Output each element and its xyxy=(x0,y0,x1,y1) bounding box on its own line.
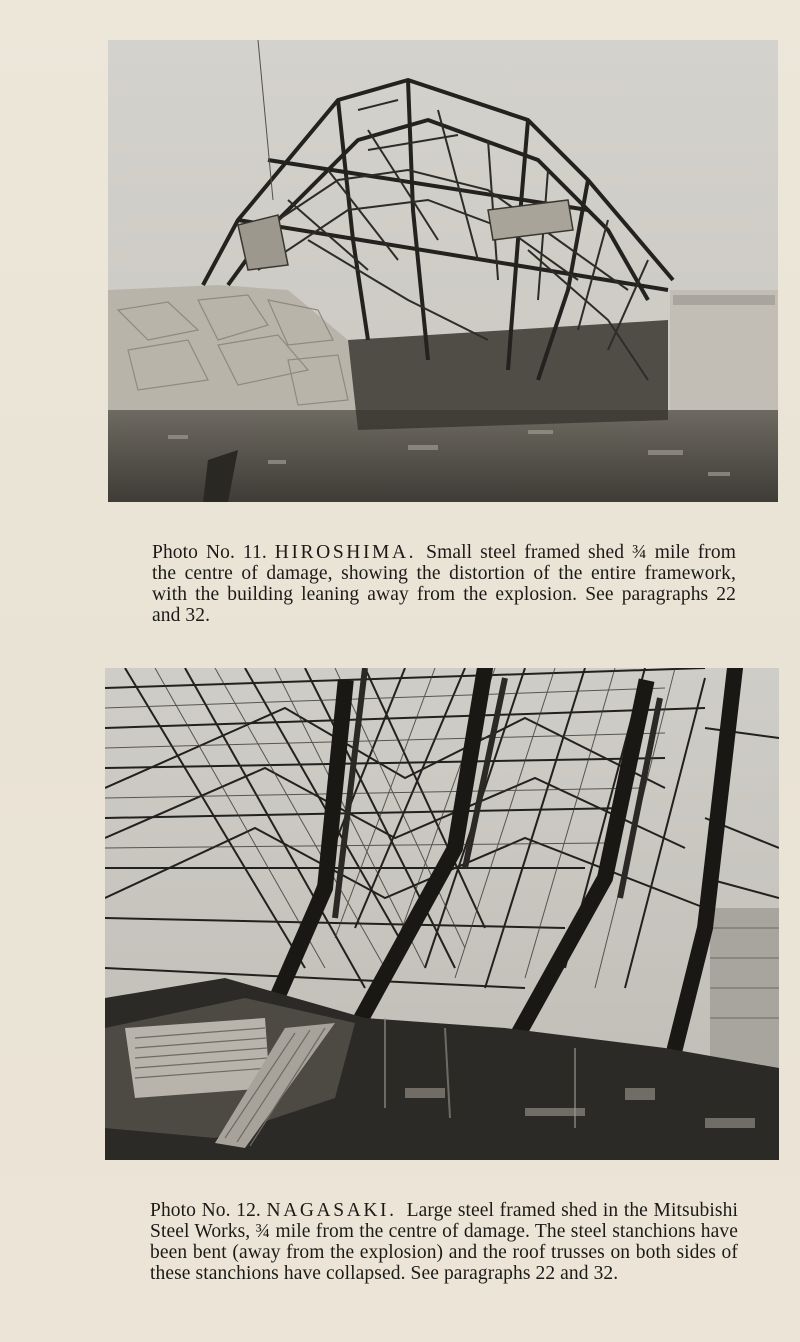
photo-hiroshima-shed xyxy=(108,40,778,502)
caption-photo-12 xyxy=(150,1200,738,1284)
caption-photo-11 xyxy=(152,542,736,626)
city-name: NAGASAKI. xyxy=(266,1199,397,1221)
photo-nagasaki-mitsubishi-shed xyxy=(105,668,779,1160)
caption-body: Small steel framed shed ¾ mile from the centre of damage, showing the distortion of the entire framework, with the building leaning away from the explosion. xyxy=(152,541,736,605)
photo-number-label: Photo No. 12. xyxy=(150,1199,261,1221)
paragraph-reference: See paragraphs 22 and 32. xyxy=(152,583,736,626)
city-name: HIROSHIMA. xyxy=(274,541,417,563)
caption-body: Large steel framed shed in the Mitsubishi Steel Works, ¾ mile from the centre of damage. The steel stanchions have been bent (away from the explosion) and the roof trusses on both sides of these stanchions have collapsed. xyxy=(150,1199,738,1284)
photo-number-label: Photo No. 11. xyxy=(152,541,267,563)
paragraph-reference: See paragraphs 22 and 32. xyxy=(410,1262,619,1284)
